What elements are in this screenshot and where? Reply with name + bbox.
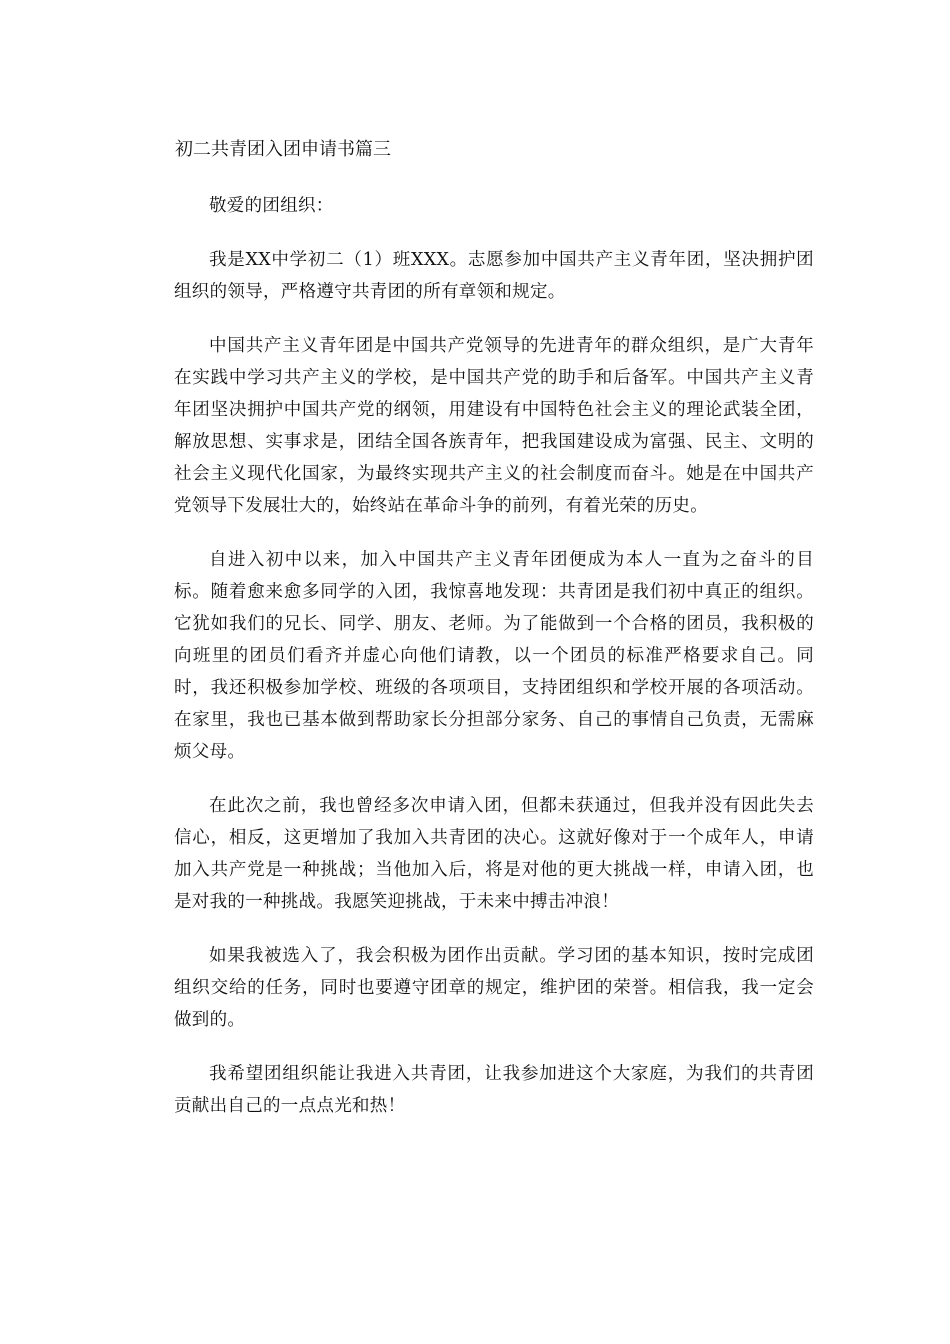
paragraph-5: 如果我被选入了，我会积极为团作出贡献。学习团的基本知识，按时完成团组织交给的任务，同时也要遵守团章的规定，维护团的荣誉。相信我，我一定会做到的。 <box>174 946 814 1030</box>
paragraph-3: 自进入初中以来，加入中国共产主义青年团便成为本人一直为之奋斗的目标。随着愈来愈多同学的入团，我惊喜地发现：共青团是我们初中真正的组织。它犹如我们的兄长、同学、朋友、老师。为了能做到一个合格的团员，我积极的向班里的团员们看齐并虚心向他们请教，以一个团员的标准严格要求自己。同时，我还积极参加学校、班级的各项项目，支持团组织和学校开展的各项活动。在家里，我也已基本做到帮助家长分担部分家务、自己的事情自己负责，无需麻烦父母。 <box>174 550 814 762</box>
paragraph-4: 在此次之前，我也曾经多次申请入团，但都未获通过，但我并没有因此失去信心，相反，这更增加了我加入共青团的决心。这就好像对于一个成年人，申请加入共产党是一种挑战；当他加入后，将是对他的更大挑战一样，申请入团，也是对我的一种挑战。我愿笑迎挑战，于未来中搏击冲浪！ <box>174 796 814 912</box>
paragraph-2: 中国共产主义青年团是中国共产党领导的先进青年的群众组织，是广大青年在实践中学习共产主义的学校，是中国共产党的助手和后备军。中国共产主义青年团坚决拥护中国共产党的纲领，用建设有中国特色社会主义的理论武装全团，解放思想、实事求是，团结全国各族青年，把我国建设成为富强、民主、文明的社会主义现代化国家，为最终实现共产主义的社会制度而奋斗。她是在中国共产党领导下发展壮大的，始终站在革命斗争的前列，有着光荣的历史。 <box>174 336 814 516</box>
salutation: 敬爱的团组织： <box>209 196 334 216</box>
document-body <box>174 190 814 1144</box>
paragraph-1: 我是XX中学初二（1）班XXX。志愿参加中国共产主义青年团，坚决拥护团组织的领导，严格遵守共青团的所有章领和规定。 <box>174 250 814 302</box>
document-title: 初二共青团入团申请书篇三 <box>175 139 391 160</box>
paragraph-6: 我希望团组织能让我进入共青团，让我参加进这个大家庭，为我们的共青团贡献出自己的一点点光和热！ <box>174 1064 814 1116</box>
